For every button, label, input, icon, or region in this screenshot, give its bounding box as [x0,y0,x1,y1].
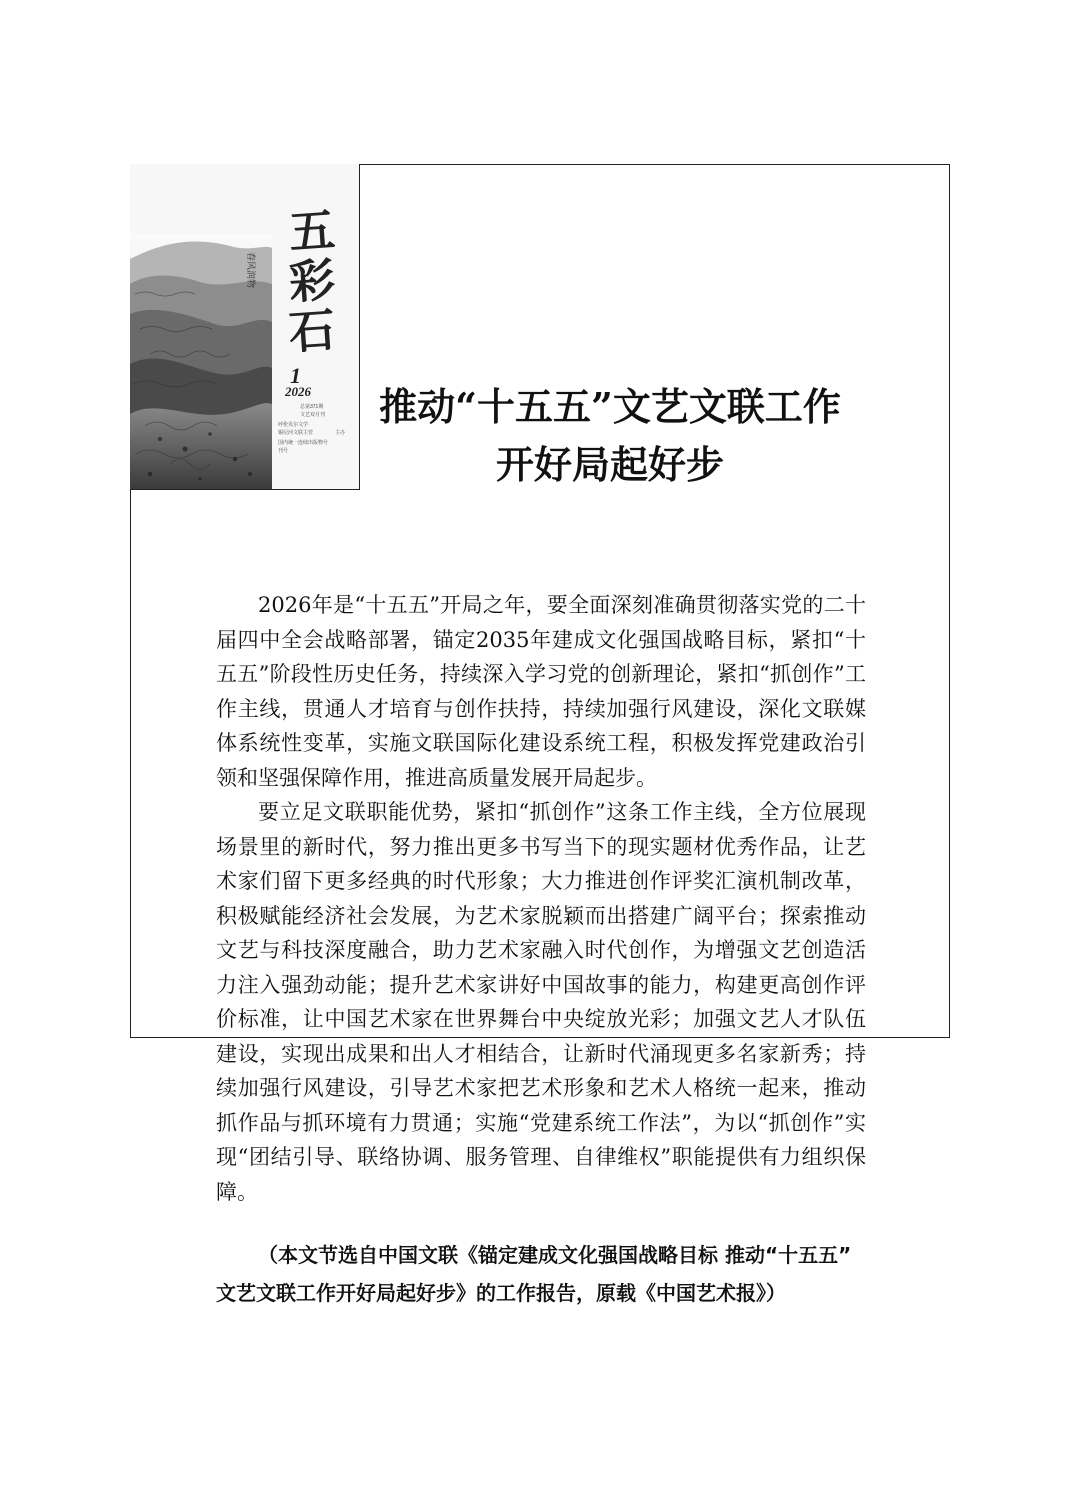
cover-issue-year: 2026 [285,384,311,399]
source-note [216,1236,872,1312]
cover-title-char-1: 五 [287,202,337,260]
cover-meta-7: 刊号 [278,448,289,454]
article-headline [360,378,860,494]
cover-meta-4: 锡尼河文联主管 [278,430,314,436]
cover-meta-3: 呼伦贝尔文学 [278,422,309,428]
source-note-line-1: （本文节选自中国文联《锚定建成文化强国战略目标 推动“十五五” [258,1243,852,1267]
svg-text:春风润物: 春风润物 [245,252,255,289]
cover-meta-5: 主办 [335,430,346,436]
cover-meta-2: 文艺双月刊 [300,412,326,418]
cover-magazine-title [282,202,342,360]
cover-meta-1: 总第371期 [300,404,324,410]
body-paragraph-1: 2026年是“十五五”开局之年，要全面深刻准确贯彻落实党的二十届四中全会战略部署，锚定2035年建成文化强国战略目标，紧扣“十五五”阶段性历史任务，持续深入学习党的创新理论，紧扣“抓创作”工作主线，贯通人才培育与创作扶持，持续加强行风建设，深化文联媒体系统性变革，实施文联国际化建设系统工程，积极发挥党建政治引领和坚强保障作用，推进高质量发展开局起步。 [216,593,866,790]
cover-title-char-2: 彩 [287,252,337,310]
article-body [216,588,866,1209]
headline-line-1: 推动“十五五”文艺文联工作 [379,384,841,429]
body-paragraph-2: 要立足文联职能优势，紧扣“抓创作”这条工作主线，全方位展现场景里的新时代，努力推出更多书写当下的现实题材优秀作品，让艺术家们留下更多经典的时代形象；大力推进创作评奖汇演机制改革，积极赋能经济社会发展，为艺术家脱颖而出搭建广阔平台；探索推动文艺与科技深度融合，助力艺术家融入时代创作，为增强文艺创造活力注入强劲动能；提升艺术家讲好中国故事的能力，构建更高创作评价标准，让中国艺术家在世界舞台中央绽放光彩；加强文艺人才队伍建设，实现出成果和出人才相结合，让新时代涌现更多名家新秀；持续加强行风建设，引导艺术家把艺术形象和艺术人格统一起来，推动抓作品与抓环境有力贯通；实施“党建系统工作法”，为以“抓创作”实现“团结引导、联络协调、服务管理、自律维权”职能提供有力组织保障。 [216,800,866,1204]
cover-title-char-3: 石 [287,302,337,360]
headline-line-2: 开好局起好步 [495,442,724,487]
cover-issue-number: 1 [290,363,301,388]
cover-meta-6: 国内统一连续出版物号 [278,440,329,446]
source-note-line-2: 文艺文联工作开好局起好步》的工作报告，原载《中国艺术报》） [216,1281,786,1305]
